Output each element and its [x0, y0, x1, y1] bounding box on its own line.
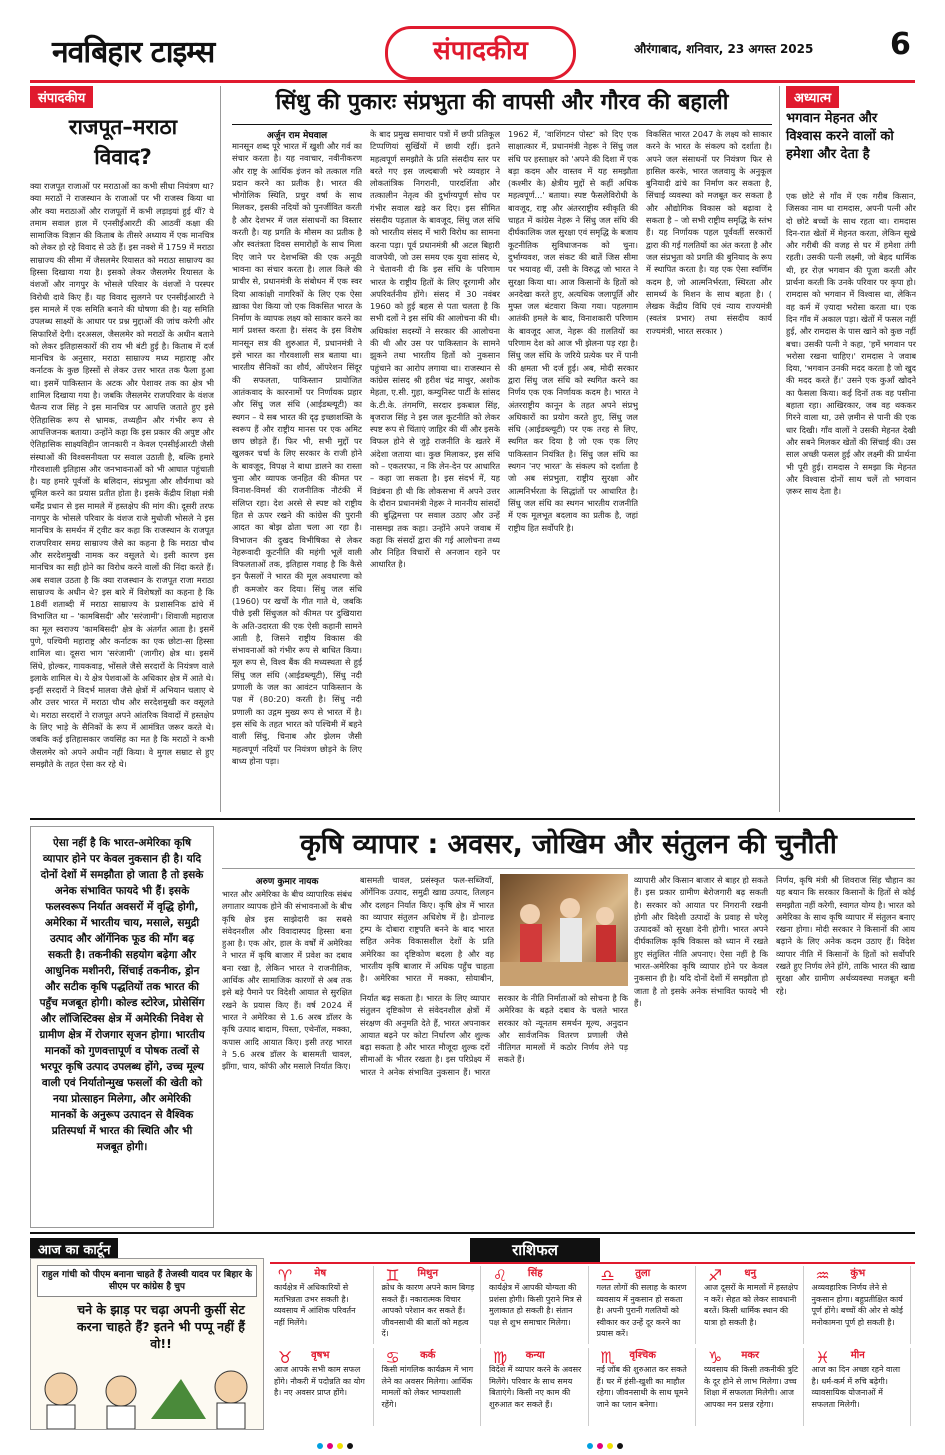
rashi-text: आज का दिन अच्छा रहने वाला है। धर्म-कर्म में रुचि बढ़ेगी। व्यावसायिक योजनाओं में सफलता मिलेगी।	[811, 1365, 901, 1409]
farm-workers-photo	[500, 874, 628, 986]
main-headline: सिंधु की पुकारः संप्रभुता की वापसी और गौरव की बहाली	[275, 90, 729, 115]
rashi-name: धनु	[744, 1268, 757, 1279]
footer-registration-marks	[30, 1436, 915, 1446]
masthead-rule	[30, 80, 915, 83]
rashi-cell	[487, 1348, 589, 1426]
rashifal-grid	[270, 1266, 915, 1430]
sidebar-quote-box	[30, 826, 214, 1228]
rashi-name: कुंभ	[850, 1268, 866, 1279]
cartoon-caption: राहुल गांधी को पीएम बनाना चाहते हैं तेजस्वी यादव पर बिहार के सीएम पर कांग्रेस है चुप	[37, 1265, 257, 1297]
rashi-text: अव्यवहारिक निर्णय लेने से नुकसान होगा। बहुप्रतीक्षित कार्य पूर्ण होंगे। बच्चों की ओर से कोई मनोकामना पूर्ण हो सकती है।	[811, 1283, 903, 1327]
rashi-cell	[595, 1348, 697, 1426]
rashi-symbol-icon: ♐	[707, 1266, 723, 1285]
rashi-name: मिथुन	[417, 1268, 438, 1279]
second-article-col-3: निर्यात बढ़ सकता है। भारत के लिए व्यापार संतुलन दृष्टिकोण से संवेदनशील क्षेत्रों में संरक्षण की अनुमति देते हैं, भारत अपनाकर आयात बढ़ने पर कोटा निर्धारण और शुल्क बढ़ा सकता है और भारत मौजूदा शुल्क दरों सीमाओं के भीतर रखता है। इस परिप्रेक्ष्य में भारत ने अनेक संभावित नुकसान हैं। भारत सरकार के नीति निर्माताओं को सोचना है कि अमेरिका के बढ़ते दबाव के चलते भारत सरकार को न्यूनतम समर्थन मूल्य, अनुदान और सार्वजनिक वितरण प्रणाली जैसे नीतिगत मामलों में कठोर निर्णय लेने पड़ सकते हैं।	[360, 993, 628, 1077]
rashi-text: कार्यक्षेत्र में अधिकारियों से मतभिन्नता उभर सकती है। व्यवसाय में आंशिक परिवर्तन नहीं मिलेंगे।	[274, 1283, 356, 1327]
rashi-cell	[810, 1266, 912, 1344]
rashi-cell	[702, 1266, 804, 1344]
rashi-text: व्यवसाय की किसी तकनीकी त्रुटि के दूर होने से लाभ मिलेगा। उच्च शिक्षा में सफलता मिलेगी। आज आपका मन प्रसन्न रहेगा।	[704, 1365, 798, 1409]
main-article-col-4: विकसित भारत 2047 के लक्ष्य को साकार करने के भारत के संकल्प को दर्शाता है। अपने जल संसाधनों पर नियंत्रण फिर से हासिल करके, भारत जलवायु के अनुकूल बुनियादी ढांचे का निर्माण कर सकता है, सिंचाई व्यवस्था को मजबूत कर सकता है और औद्योगिक विकास को बढ़ावा दे सकता है – जो सभी राष्ट्रीय समृद्धि के स्तंभ हैं। यह निर्णायक पहल पूर्ववर्ती सरकारों द्वारा की गई गलतियों का अंत करता है और जल संप्रभुता को प्रगति की बुनियाद के रूप में स्थापित करता है। यह एक ऐसा स्वर्णिम कदम है, जो आत्मनिर्भरता, स्थिरता और सामर्थ्य के मिशन के साथ बहता है। ( लेखक केंद्रीय विधि एवं न्याय राज्यमंत्री (स्वतंत्र प्रभार) तथा संसदीय कार्य राज्यमंत्री, भारत सरकार )	[646, 129, 772, 336]
rashi-name: मेष	[314, 1268, 327, 1279]
adhyatm-headline: भगवान मेहनत और विश्वास करने वालों को हमेशा और देता है	[786, 111, 894, 162]
rashi-symbol-icon: ♊	[385, 1266, 400, 1285]
cartoon-panel	[30, 1258, 264, 1430]
second-headline: कृषि व्यापार : अवसर, जोखिम और संतुलन की चुनौती	[300, 829, 837, 860]
headline-rule	[222, 868, 915, 869]
rashi-name: सिंह	[527, 1268, 543, 1279]
rashi-symbol-icon: ♒	[815, 1266, 830, 1285]
second-author-byline: अरुण कुमार नायक	[255, 877, 319, 887]
headline-rule	[232, 124, 772, 125]
cartoon-figures	[31, 1359, 263, 1429]
rashi-symbol-icon: ♈	[277, 1266, 293, 1285]
second-article-col-4: व्यापारी और किसान बाजार से बाहर हो सकते हैं। इस प्रकार ग्रामीण बेरोजगारी बढ़ सकती है। सरकार को आयात पर निगरानी रखनी होगी और विदेशी उत्पादों के प्रवाह से घरेलू उत्पादकों को सुरक्षा देनी होगी। भारत अपने दीर्घकालिक कृषि विकास को ध्यान में रखते हुए संतुलित नीति अपनाए। ऐसा नहीं है कि भारत-अमेरिका कृषि व्यापार होने पर केवल नुकसान ही है। यदि दोनों देशों में समझौता हो जाता है तो इसके अनेक संभावित फायदे भी हैं।	[634, 875, 768, 1008]
rashi-text: किसी मांगलिक कार्यक्रम में भाग लेने का अवसर मिलेगा। आर्थिक मामलों को लेकर भाग्यशाली रहेंगे।	[381, 1365, 474, 1409]
rashi-symbol-icon: ♏	[600, 1348, 615, 1367]
rashi-cell	[272, 1266, 374, 1344]
cartoon-label: आज का कार्टून	[30, 1238, 118, 1260]
second-article-col-2: बासमती चावल, प्रसंस्कृत फल-सब्जियाँ, ऑर्गेनिक उत्पाद, समुद्री खाद्य उत्पाद, तिलहन और दलहन निर्यात किए। कृषि क्षेत्र में भारत का व्यापार संतुलन अधिशेष में है। डोनाल्ड ट्रम्प के दोबारा राष्ट्रपति बनने के बाद भारत सहित अनेक विकासशील देशों के प्रति अमेरिका का दृष्टिकोण बदला है और वह भारतीय कृषि बाजार में अधिक पहुँच चाहता है। अमेरिका भारत में मक्का, सोयाबीन,	[360, 875, 494, 984]
main-article-col-2: के बाद प्रमुख समाचार पत्रों में छपी प्रतिकूल टिप्पणियां सुर्खियों में छायी रहीं। इतने महत्वपूर्ण समझौते के प्रति संसदीय स्तर पर बरते गए इस जल्दबाजी भरे व्यवहार ने लोकतांत्रिक निगरानी, पारदर्शिता और तत्कालीन नेतृत्व की दुर्भाग्यपूर्ण सोच पर गंभीर सवाल खड़े कर दिए। इस सीमित संसदीय पड़ताल के बावजूद, सिंधु जल संधि को भारतीय संसद में भारी विरोध का सामना करना पड़ा। पूर्व प्रधानमंत्री श्री अटल बिहारी वाजपेयी, जो उस समय एक युवा सांसद थे, ने चेतावनी दी कि इस संधि के परिणाम भारत के राष्ट्रीय हितों के लिए दूरगामी और अपरिवर्तनीय होंगे। संसद में 30 नवंबर 1960 को हुई बहस से पता चलता है कि सभी दलों ने इस संधि की आलोचना की थी। अधिकांश सदस्यों ने सरकार की आलोचना की थी और उस पर पाकिस्तान के सामने झुकने तथा भारतीय हितों को नुकसान पहुंचाने का आरोप लगाया था। राजस्थान से कांग्रेस सांसद श्री हरीश चंद्र माथुर, अशोक मेहता, ए.सी. गुहा, कम्युनिस्ट पार्टी के सांसद के.टी.के. तंगमणि, सरदार इकबाल सिंह, बृजराज सिंह ने इस जल कूटनीति को लेकर स्पष्ट रूप से चिंताएं जाहिर की थीं और इसके विफल होने से जुड़े राजनीति के खतरे में अंदेशा जताया था। कुछ मिलाकर, इस संधि को – एकतरफा, न कि लेन-देन पर आधारित – कहा जा सकता है। इस संदर्भ में, यह विडंबना ही थी कि लोकसभा में अपने उत्तर के दौरान प्रधानमंत्री नेहरू ने माननीय सांसदों की बुद्धिमत्ता पर सवाल उठाए और उन्हें नासमझ तक कहा। उन्होंने अपने जवाब में कहा कि संसदों द्वारा की गई आलोचना तथ्य और निहित विचारों से अनजान रहने पर आधारित है।	[370, 129, 500, 570]
photo-illustration	[500, 874, 628, 986]
rashi-text: विदेश में व्यापार करने के अवसर मिलेंगे। परिवार के साथ समय बिताएंगे। किसी नए काम की शुरुआत कर सकते हैं।	[489, 1365, 582, 1409]
rashi-cell	[702, 1348, 804, 1426]
adhyatm-label: अध्यात्म	[786, 86, 839, 108]
paper-name: नवबिहार टाइम्स	[52, 35, 215, 70]
rashi-cell	[380, 1348, 482, 1426]
rashi-cell	[810, 1348, 912, 1426]
rashi-symbol-icon: ♌	[492, 1266, 508, 1285]
editorial-label: संपादकीय	[30, 86, 93, 108]
rashi-cell	[380, 1266, 482, 1344]
rashi-text: नई जॉब की शुरुआत कर सकते हैं। घर में हंसी-खुशी का माहौल रहेगा। जीवनसाथी के साथ घूमने जाने का प्लान बनेगा।	[596, 1365, 689, 1409]
rashi-text: आज आपके सभी काम सफल होंगे। नौकरी में पदोन्नति का योग है। नए अवसर प्राप्त होंगे।	[274, 1365, 365, 1397]
rashi-name: वृश्चिक	[629, 1350, 656, 1361]
rashi-cell	[487, 1266, 589, 1344]
rashi-name: तुला	[635, 1268, 651, 1279]
author-byline: अर्जुन राम मेघवाल	[266, 131, 328, 141]
rashi-name: कर्क	[420, 1350, 436, 1361]
rashi-symbol-icon: ♓	[815, 1348, 830, 1367]
rashi-symbol-icon: ♋	[385, 1348, 400, 1367]
section-divider	[30, 1232, 915, 1234]
dateline: औरंगाबाद, शनिवार, 23 अगस्त 2025	[634, 42, 814, 56]
adhyatm-body: एक छोटे से गाँव में एक गरीब किसान, जिसका नाम था रामदास, अपनी पत्नी और दो छोटे बच्चों के साथ रहता था। रामदास दिन-रात खेतों में मेहनत करता, लेकिन सूखे और गरीबी की वजह से घर में हमेशा तंगी रहती। उसकी पत्नी लक्ष्मी, जो बेहद धार्मिक थी, हर रोज़ भगवान की पूजा करती और प्रार्थना करती कि उनके परिवार पर कृपा हो। रामदास को भगवान में विश्वास था, लेकिन वह कर्म में ज़्यादा भरोसा करता था। एक दिन गाँव में अकाल पड़ा। खेतों में फसल नहीं हुई, और रामदास के पास खाने को कुछ नहीं बचा। उसकी पत्नी ने कहा, 'हमें भगवान पर भरोसा रखना चाहिए।' रामदास ने जवाब दिया, 'भगवान उनकी मदद करता है जो खुद की मदद करते हैं।' उसने एक कुआँ खोदने का फैसला किया। कई दिनों तक वह पसीना बहाता रहा। आखिरकार, जब वह थककर गिरने वाला था, उसे ज़मीन से पानी की एक धार दिखी। गाँव वालों ने उसकी मेहनत देखी और सबने मिलकर खेतों की सिंचाई की। उस साल अच्छी फसल हुई और लक्ष्मी की प्रार्थना भी पूरी हुई। रामदास ने समझा कि मेहनत और विश्वास दोनों साथ चलें तो भगवान ज़रूर साथ देता है।	[786, 191, 916, 497]
rashi-name: कन्या	[525, 1350, 545, 1361]
rashi-symbol-icon: ♎	[600, 1266, 615, 1285]
section-title: संपादकीय	[385, 26, 576, 80]
rashi-name: मीन	[850, 1350, 865, 1361]
second-article-col-5: निर्णय, कृषि मंत्री श्री शिवराज सिंह चौहान का यह बयान कि सरकार किसानों के हितों से कोई समझौता नहीं करेगी, स्वागत योग्य है। भारत को अमेरिका के साथ कृषि व्यापार में संतुलन बनाए रखना होगा। मोदी सरकार ने किसानों की आय बढ़ाने के लिए अनेक कदम उठाए हैं। विदेश व्यापार नीति में किसानों के हितों को सर्वोपरि रखते हुए निर्णय लेने होंगे, ताकि भारत की खाद्य सुरक्षा और ग्रामीण अर्थव्यवस्था मजबूत बनी रहे।	[776, 875, 915, 996]
rashi-symbol-icon: ♍	[492, 1348, 508, 1367]
page-number: 6	[890, 27, 911, 62]
rashifal-label: राशिफल	[470, 1238, 600, 1262]
sidebar-quote-text: ऐसा नहीं है कि भारत-अमेरिका कृषि व्यापार होने पर केवल नुकसान ही है। यदि दोनों देशों में समझौता हो जाता है तो इसके अनेक संभावित फायदे भी हैं। इसके फलस्वरूप निर्यात अवसरों में वृद्धि होगी, अमेरिका में भारतीय चाय, मसाले, समुद्री उत्पाद और ऑर्गेनिक फूड की माँग बढ़ सकती है। तकनीकी सहयोग बढ़ेगा और आधुनिक मशीनरी, सिंचाई तकनीक, ड्रोन और सटीक कृषि पद्धतियों तक भारत की पहुँच मजबूत होगी। कोल्ड स्टोरेज, प्रोसेसिंग और लॉजिस्टिक्स क्षेत्र में अमेरिकी निवेश से ग्रामीण क्षेत्र में रोजगार सृजन होगा। भारतीय मानकों को गुणवत्तापूर्ण व पोषक तत्वों से भरपूर कृषि उत्पाद उपलब्ध होंगे, उच्च मूल्य वाली एवं निर्यातोन्मुख फसलों की खेती को नया प्रोत्साहन मिलेगा, और अमेरिकी मानकों के अनुरूप उत्पादन से वैश्विक प्रतिस्पर्धा में भारत की स्थिति और भी मजबूत होगी।	[39, 837, 205, 1153]
column-divider	[220, 86, 221, 812]
main-article-col-1: मानसून शब्द पूरे भारत में खुशी और गर्व का संचार करता है। यह नवाचार, नवीनीकरण और राष्ट्र के आर्थिक इंजन को तत्काल गति प्रदान करने का प्रतीक है। भारत की भौगोलिक स्थिति, प्रचुर वर्षा के साथ मिलकर, इसकी नदियों को पुनर्जीवित करती है और देशभर में जल संसाधनों का विस्तार करती है। यह प्रगति के मौसम का प्रतीक है और स्वतंत्रता दिवस समारोहों के साथ मिला दिए जाने पर देशभक्ति की एक अनूठी भावना का संचार करता है। लाल किले की प्राचीर से, प्रधानमंत्री के संबोधन में एक स्वर दिया आकांक्षी नागरिकों के लिए एक ऐसा ख़ाका पेश किया जो एक विकसित भारत के निर्माण के व्यापक लक्ष्य को साकार करने का मार्ग प्रशस्त करता है। संसद के इस विशेष मानसून सत्र की शुरुआत में, प्रधानमंत्री ने इसे भारत का गौरवशाली सत्र बताया था। भारतीय सैनिकों का शौर्य, ऑपरेशन सिंदूर की सफलता, पाकिस्तान प्रायोजित आतंकवाद के कारनामों पर निर्णायक प्रहार और सिंधु जल संधि (आईडब्ल्यूटी) का स्थगन – ये सब भारत की दृढ़ इच्छाशक्ति के स्वरूप हैं और राष्ट्रीय मानस पर एक अमिट छाप छोड़ते हैं। फिर भी, सभी मुद्दों पर खुलकर चर्चा के लिए सरकार के राजी होने के बावजूद, विपक्ष ने बाधा डालने का रास्ता चुना और व्यापक जनहित की कीमत पर विनाश-विमर्श की राजनीतिक नौटंकी में संलिप्त रहा। देश अरसे से स्पष्ट को राष्ट्रीय हित से ऊपर रखने की कांग्रेस की पुरानी आदत का बोझ ढोता चला आ रहा है। विभाजन की दुखद विभीषिका से लेकर नेहरूवादी कूटनीति की महंगी भूलें वाली विफलताओं तक, इतिहास गवाह है कि कैसे इन फैसलों ने भारत की मूल अवधारणा को ही कमजोर कर दिया। सिंधु जल संधि (1960) पर खर्चों के गीत गाते थे, जबकि पीछे इसी सिंधुजल को कीमत पर दुखियारा के अति-उदारता की एक ऐसी कहानी सामने आती है, जिसने राष्ट्रीय विकास की संभावनाओं को गंभीर रूप से बाधित किया। मूल रूप से, विश्व बैंक की मध्यस्थता से हुई सिंधु जल संधि (आईडब्ल्यूटी), सिंधु नदी प्रणाली के जल का आवंटन पाकिस्तान के पक्ष में (80:20) करती है। सिंधु नदी प्रणाली का उद्गम मुख्य रूप से भारत में है। इस संधि के तहत भारत को पश्चिमी में बहने वाली सिंधु, चिनाब और झेलम जैसी महत्वपूर्ण नदियों पर नियंत्रण छोड़ने के लिए बाध्य होना पड़ा।	[232, 141, 362, 766]
column-divider	[779, 86, 780, 812]
rashi-cell	[595, 1266, 697, 1344]
rashi-cell	[272, 1348, 374, 1426]
second-article-col-1: भारत और अमेरिका के बीच व्यापारिक संबंध लगातार व्यापक होने की संभावनाओं के बीच कृषि क्षेत्र इस साझेदारी का सबसे संवेदनशील और विवादास्पद हिस्सा बना हुआ है। एक ओर, हाल के वर्षों में अमेरिका ने भारत में कृषि बाजार में प्रवेश का दबाव बना रखा है, लेकिन भारत ने राजनीतिक, आर्थिक और सामाजिक कारणों से अब तक इसे बड़े पैमाने पर विदेशी आयात से सुरक्षित रखने के प्रयास किए हैं। वर्ष 2024 में भारत ने अमेरिका से 1.6 अरब डॉलर के कृषि उत्पाद बादाम, पिस्ता, एथेनॉल, मक्का, कपास आदि आयात किए। इसी तरह भारत ने 5.6 अरब डॉलर के बासमती चावल, झींगा, चाय, कॉफी और मसाले निर्यात किए।	[222, 889, 352, 1072]
rashi-name: वृषभ	[311, 1350, 330, 1361]
rashifal-rule	[270, 1262, 915, 1264]
rashi-symbol-icon: ♉	[277, 1348, 293, 1367]
rashi-text: कार्यक्षेत्र में आपकी योग्यता की प्रशंसा होगी। किसी पुराने मित्र से मुलाकात हो सकती है। संतान पक्ष से शुभ समाचार मिलेगा।	[489, 1283, 582, 1327]
editorial-headline: राजपूत–मराठा विवाद?	[68, 115, 178, 169]
rashi-text: आज दूसरों के मामलों में हस्तक्षेप न करें। सेहत को लेकर सावधानी बरतें। किसी धार्मिक स्थान की यात्रा हो सकती है।	[704, 1283, 799, 1327]
rashi-text: गलत लोगों की सलाह के कारण व्यवसाय में नुकसान हो सकता है। अपनी पुरानी गलतियों को स्वीकार कर उन्हें दूर करने का प्रयास करें।	[596, 1283, 687, 1338]
editorial-body: क्या राजपूत राजाओं पर मराठाओं का कभी सीधा नियंत्रण था? क्या मराठों ने राजस्थान के राजाओं पर भी राजस्व किया था और क्या मराठाओं और राजपूतों में कभी लड़ाइयां हुई थीं? ये तमाम सवाल हाल में एनसीईआरटी की आठवीं कक्षा की सामाजिक विज्ञान की किताब के तीसरे अध्याय में एक मानचित्र को लेकर हो रहे विवाद से उठे हैं। इस नक्शे में 1759 में मराठा साम्राज्य की सीमा में जैसलमेर रियासत को मराठा साम्राज्य का हिस्सा दिखाया गया है। इसको लेकर जैसलमेर रियासत के वंशजों और नागपुर के भोसले परिवार के वंशजों ने परस्पर विरोधी दावे किए हैं। यह विवाद सुलगने पर एनसीईआरटी ने इस मामले में एक समिति बनाने की घोषणा की है। यह समिति उपलब्ध साक्ष्यों के आधार पर प्रश्न मुद्दाओं की जांच करेगी और सिफारिशें देगी। दरअसल, जैसलमेर को मराठों के अधीन बताने को लेकर इतिहासकारों की राय भी बंटी हुई है। किताब में दर्ज मानचित्र के अनुसार, मराठा साम्राज्य मध्य महाराष्ट्र और कर्नाटक के कुछ हिस्सों से लेकर उत्तर भारत तक फैला हुआ था। इसमें पाकिस्तान के अटक और पेशावर तक का क्षेत्र भी शामिल दिखाया गया है। जबकि जैसलमेर राजपरिवार के वंशज चैतन्य राज सिंह ने इस मानचित्र पर आपत्ति जताते हुए इसे ऐतिहासिक रूप से भ्रामक, तथ्यहीन और गंभीर रूप से आपत्तिजनक बताया। उन्होंने कहा कि इस प्रकार की अपुष्ट और ऐतिहासिक साक्ष्यविहीन जानकारी न केवल एनसीईआरटी जैसी संस्थाओं की विश्वसनीयता पर सवाल उठाती है, बल्कि हमारे गौरवशाली इतिहास और जनभावनाओं को भी आघात पहुंचाती है। यह हमारे पूर्वजों के बलिदान, संप्रभुता और शौर्यगाथा को धूमिल करने का प्रयास प्रतीत होता है। इसके केंद्रीय शिक्षा मंत्री धर्मेंद्र प्रधान से इस मामले में हस्तक्षेप की मांग की। दूसरी तरफ नागपुर के भोसले परिवार के वंशज राजे मुधोजी भोसले ने इस मानचित्र के समर्थन में ट्वीट कर कहा कि राजस्थान के राजपूत राजपरिवार समग्र साम्राज्य जैसे का कहना है कि मराठा चौथ और सरदेशमुखी नामक कर वसूलते थे। इसी कारण इस मानचित्र का सही होने का विरोध करने वालों की निंदा करते हैं। अब सवाल उठता है कि क्या राजस्थान के राजपूत राजा मराठा साम्राज्य के अधीन थे? इस बारे में विशेषज्ञों का कहना है कि 18वीं शताब्दी में मराठा साम्राज्य के प्रशासनिक ढांचे में विभाजित था – 'कामबिसदी' और 'सरंजामी'। शिवाजी महाराज का मूल स्वराज्य 'कामबिसदी' क्षेत्र के अंतर्गत आता है। इसमें पुणे, पश्चिमी महाराष्ट्र और कर्नाटक का एक छोटा-सा हिस्सा शामिल था। दूसरा भाग 'सरंजामी' (जागीर) क्षेत्र था। इसमें सिंधे, होल्कर, गायकवाड़, भोंसले जैसे सरदारों के नियंत्रण वाले इलाके शामिल थे। ये क्षेत्र पेशवाओं के अधिकार क्षेत्र में आते थे। इन्हीं सरदारों ने विदर्भ मालवा जैसे क्षेत्रों में अभियान चलाए थे और उत्तर भारत में मराठा चौथ और सरदेशमुखी कर वसूलते थे। मराठा सरदारों ने राजपूत अपने आंतरिक विवादों में हस्तक्षेप के लिए भाड़े के सैनिकों के रूप में आमंत्रित जरूर करते थे। जबकि कई इतिहासकार जयसिंह का मत है कि मराठों ने कभी जैसलमेर को अपने अधीन नहीं किया। वे मुगल सम्राट से हुए समझौते के तहत ऐसा कर रहे थे।	[30, 181, 214, 769]
section-divider	[30, 818, 915, 820]
rashi-name: मकर	[741, 1350, 760, 1361]
main-article-col-3: 1962 में, 'वाशिंगटन पोस्ट' को दिए एक साक्षात्कार में, प्रधानमंत्री नेहरू ने सिंधु जल संधि पर हस्ताक्षर को 'अपने की दिशा में एक बड़ा कदम और वास्तव में यह समझौता (कश्मीर के) क्षेत्रीय मुद्दों से कहीं अधिक महत्वपूर्ण...' बताया। स्पष्ट फैसलेविरोधी के बावजूद, राष्ट्र और अंतरराष्ट्रीय स्वीकृति की चाहत में कांग्रेस नेहरू ने सिंधु जल संधि की दीर्घकालिक जल सुरक्षा एवं समृद्धि के बजाय कूटनीतिक सुविधाजनक को चुना। दुर्भाग्यवश, जल संकट की बातें जिस सीमा पर भयावह थीं, उसी के विरुद्ध जो भारत ने सुरक्षा किया था। आज किसानों के हितों को अनदेखा करते हुए, अत्यधिक जलापूर्ति और मुफ्त जल बंटवारा किया गया। पहलगाम आतंकी हमले के बाद, विनाशकारी परिणाम के बावजूद आज, नेहरू की ग़लतियों का परिणाम देश को आज भी झेलना पड़ रहा है। सिंधु जल संधि के जरिये प्रत्येक घर में पानी की क्षमता भी दर्ज हुई। अब, मोदी सरकार द्वारा सिंधु जल संधि को स्थगित करने का निर्णय एक एक निर्णायक कदम है। भारत ने अंतरराष्ट्रीय कानून के तहत अपने संप्रभु अधिकारों का प्रयोग करते हुए, सिंधु जल संधि (आईडब्ल्यूटी) पर एक तरह से लिए, स्थगित कर दिया है जो एक एक लिए पाकिस्तान नियंत्रित है। सिंधु जल संधि का स्थगन 'नए भारत' के संकल्प को दर्शाता है जो अब संप्रभुता, राष्ट्रीय सुरक्षा और आत्मनिर्भरता के सिद्धांतों पर आधारित है। सिंधु जल संधि का स्थगन भारतीय राजनीति में एक मूलभूत बदलाव का प्रतीक है, जहां राष्ट्रीय हित सर्वोपरि है।	[508, 129, 638, 533]
rashi-text: क्रोध के कारण अपने काम बिगड़ सकते हैं। नकारात्मक विचार आपको परेशान कर सकते हैं। जीवनसाथी की बातों को महत्व दें।	[381, 1283, 475, 1338]
rashi-symbol-icon: ♑	[707, 1348, 723, 1367]
cartoon-speech: चने के झाड़ पर चढ़ा अपनी कुर्सी सेट करना चाहते हैं? इतने भी पप्पू नहीं हैं वो!!	[77, 1302, 245, 1351]
